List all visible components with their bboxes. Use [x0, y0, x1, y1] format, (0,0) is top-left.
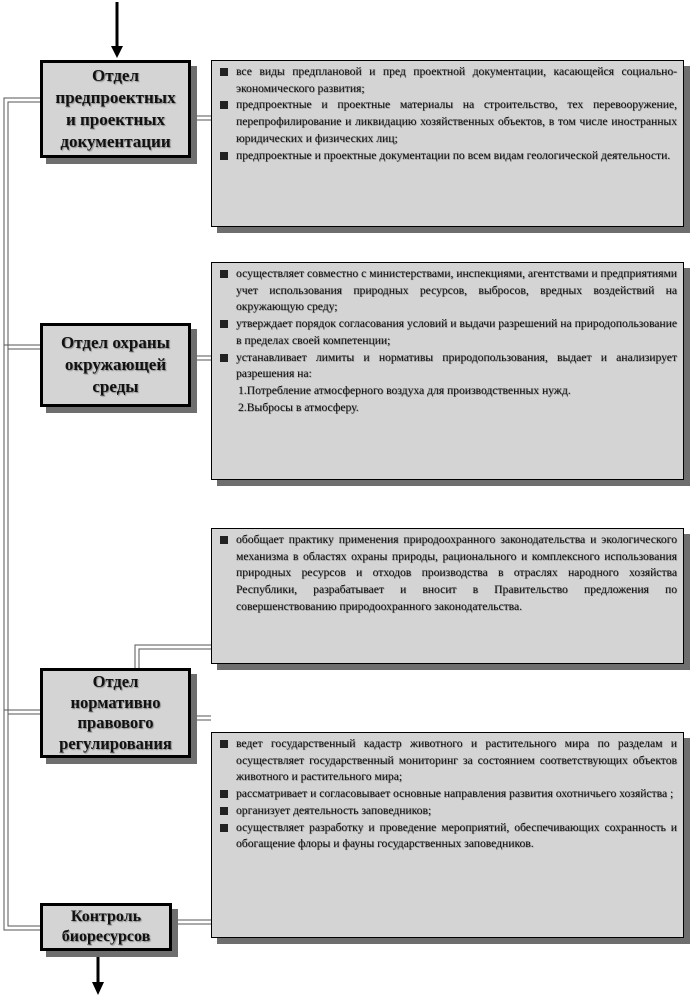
- sublist-item: [218, 383, 677, 400]
- description-box-bioresources: [211, 732, 684, 938]
- department-box-project-docs: Отдел предпроектных и проектных документации: [40, 60, 191, 158]
- sublist-text: Потребление атмосферного воздуха для производственных нужд.: [246, 383, 571, 397]
- list-item: все виды предплановой и пред проектной документации, касающейся социально-экономического развития;: [218, 64, 677, 97]
- arrow-down-icon: [92, 952, 104, 995]
- list-item: ведет государственный кадастр животного и растительного мира по разделам и осуществляет государственный мониторинг за состоянием соответствующих объектов животного и растительного мира;: [218, 736, 677, 786]
- sublist-number: 2.: [238, 400, 247, 414]
- permit-sublist: [218, 383, 677, 416]
- duty-list: [218, 532, 677, 616]
- list-item: предпроектные и проектные материалы на строительство, тех перевооружение, перепрофилирование и ликвидацию хозяйственных объектов, в том числе иностранных юридических и физических лиц;: [218, 97, 677, 147]
- description-box-regulation: [211, 528, 684, 664]
- sublist-number: 1.: [238, 383, 247, 397]
- list-item: устанавливает лимиты и нормативы природопользования, выдает и анализирует разрешения на:: [218, 350, 677, 383]
- list-item: утверждает порядок согласования условий и выдачи разрешений на природопользование в пределах своей компетенции;: [218, 316, 677, 349]
- arrow-down-icon: [111, 2, 123, 58]
- sublist-item: [218, 400, 677, 417]
- department-box-regulation: Отдел нормативно правового регулирования: [40, 668, 191, 758]
- sublist-text: Выбросы в атмосферу.: [246, 400, 359, 414]
- duty-list: [218, 736, 677, 853]
- list-item: рассматривает и согласовывает основные направления развития охотничьего хозяйства ;: [218, 786, 677, 803]
- department-box-bioresources: Контроль биоресурсов: [40, 903, 172, 951]
- duty-list: [218, 266, 677, 383]
- description-box-environment: [211, 262, 684, 480]
- list-item: предпроектные и проектные документации по всем видам геологической деятельности.: [218, 148, 677, 165]
- description-box-project-docs: [211, 60, 684, 227]
- duty-list: [218, 64, 677, 164]
- list-item: осуществляет разработку и проведение мероприятий, обеспечивающих сохранность и обогащение флоры и фауны государственных заповедников.: [218, 820, 677, 853]
- list-item: обобщает практику применения природоохранного законодательства и экологического механизма в областях охраны природы, рационального и комплексного использования природных ресурсов и отходов производства в отраслях народного хозяйства Республики, разрабатывает и вносит в Правительство предложения по совершенствованию природоохранного законодательства.: [218, 532, 677, 616]
- department-box-environment: Отдел охраны окружающей среды: [40, 323, 191, 407]
- list-item: организует деятельность заповедников;: [218, 803, 677, 820]
- list-item: осуществляет совместно с министерствами, инспекциями, агентствами и предприятиями учет использования природных ресурсов, выбросов, вредных воздействий на окружающую среду;: [218, 266, 677, 316]
